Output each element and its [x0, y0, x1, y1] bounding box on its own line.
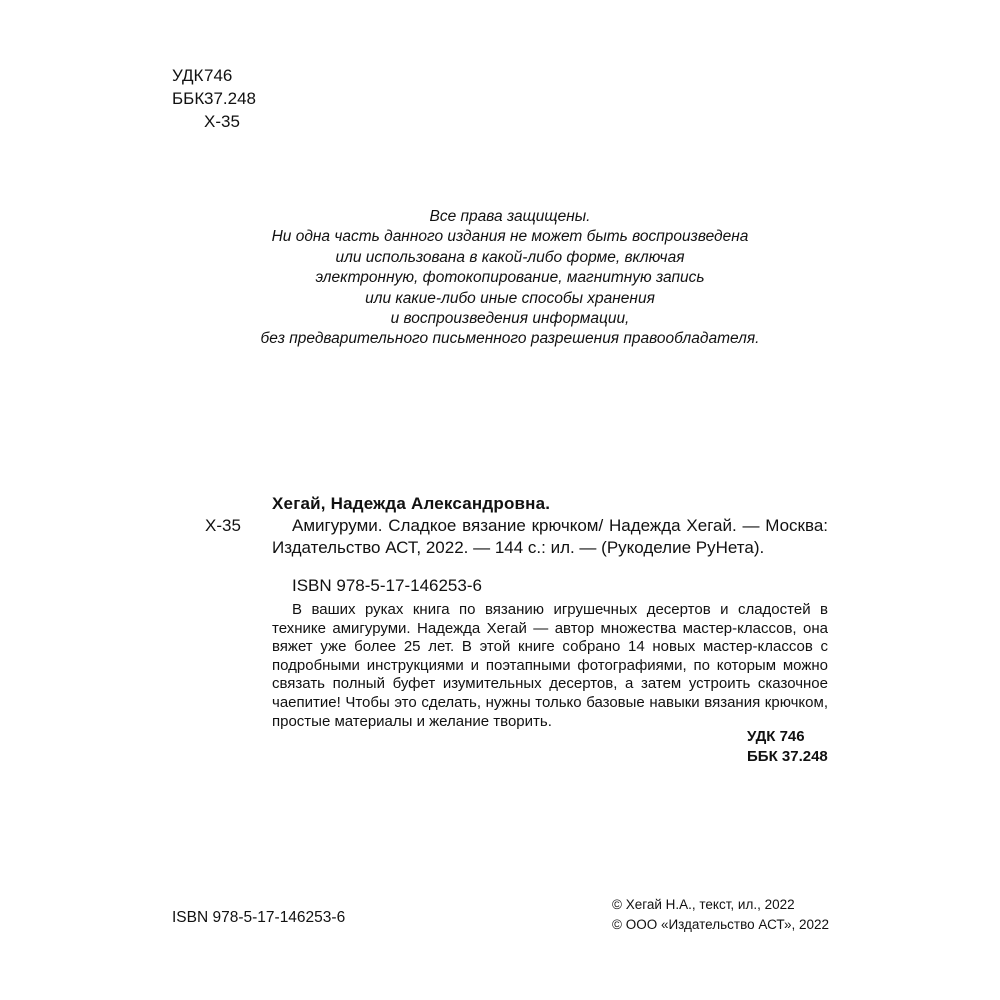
classification-codes-bottom — [747, 727, 828, 767]
author-mark-top: Х-35 — [204, 112, 240, 131]
notice-line: Ни одна часть данного издания не может быть воспроизведена — [271, 228, 749, 246]
udk-label: УДК — [172, 66, 204, 85]
bbk-value: 37.248 — [204, 89, 256, 108]
record-isbn: ISBN 978-5-17-146253-6 — [292, 576, 482, 595]
record-publisher-line: Издательство АСТ, 2022. — 144 с.: ил. — (Рукоделие РуНета). — [272, 538, 765, 557]
notice-line: электронную, фотокопирование, магнитную запись — [315, 269, 705, 287]
bbk-code: ББК 37.248 — [747, 748, 828, 765]
bibliographic-record — [272, 493, 828, 597]
author-sign: Х-35 — [205, 516, 241, 535]
notice-line: или использована в какой-либо форме, включая — [335, 248, 685, 266]
copyright-lines — [612, 895, 829, 935]
footer-isbn: ISBN 978-5-17-146253-6 — [172, 909, 346, 926]
udk-value: 746 — [204, 66, 233, 85]
copyright-text: © Хегай Н.А., текст, ил., 2022 — [612, 897, 795, 912]
udk-code: УДК 746 — [747, 728, 805, 745]
record-title-line: Амигуруми. Сладкое вязание крючком/ Надежда Хегай. — Москва: — [292, 516, 828, 535]
notice-line: и воспроизведения информации, — [390, 310, 630, 328]
record-author: Хегай, Надежда Александровна. — [272, 494, 551, 513]
copyright-publisher: © ООО «Издательство АСТ», 2022 — [612, 917, 830, 932]
classification-codes — [172, 64, 256, 133]
annotation: В ваших руках книга по вязанию игрушечных десертов и сладостей в технике амигуруми. Надежда Хегай — автор множества мастер-классов, она вяжет уже более 25 лет. В этой книге собрано 14 новых мастер-классов с подробными инструкциями и поэтапными фотографиями, по которым можно связать полный буфет изумительных десертов, а затем устроить сказочное чаепитие! Чтобы это сделать, нужны только базовые навыки вязания крючком, простые материалы и желание творить. — [272, 601, 828, 730]
udk-row — [172, 64, 256, 87]
notice-line: без предварительного письменного разрешения правообладателя. — [260, 330, 760, 348]
bbk-label: ББК — [172, 89, 205, 108]
bbk-row — [172, 87, 256, 110]
notice-line: или какие-либо иные способы хранения — [365, 289, 655, 307]
copyright-notice — [200, 207, 820, 350]
notice-line: Все права защищены. — [429, 208, 591, 225]
